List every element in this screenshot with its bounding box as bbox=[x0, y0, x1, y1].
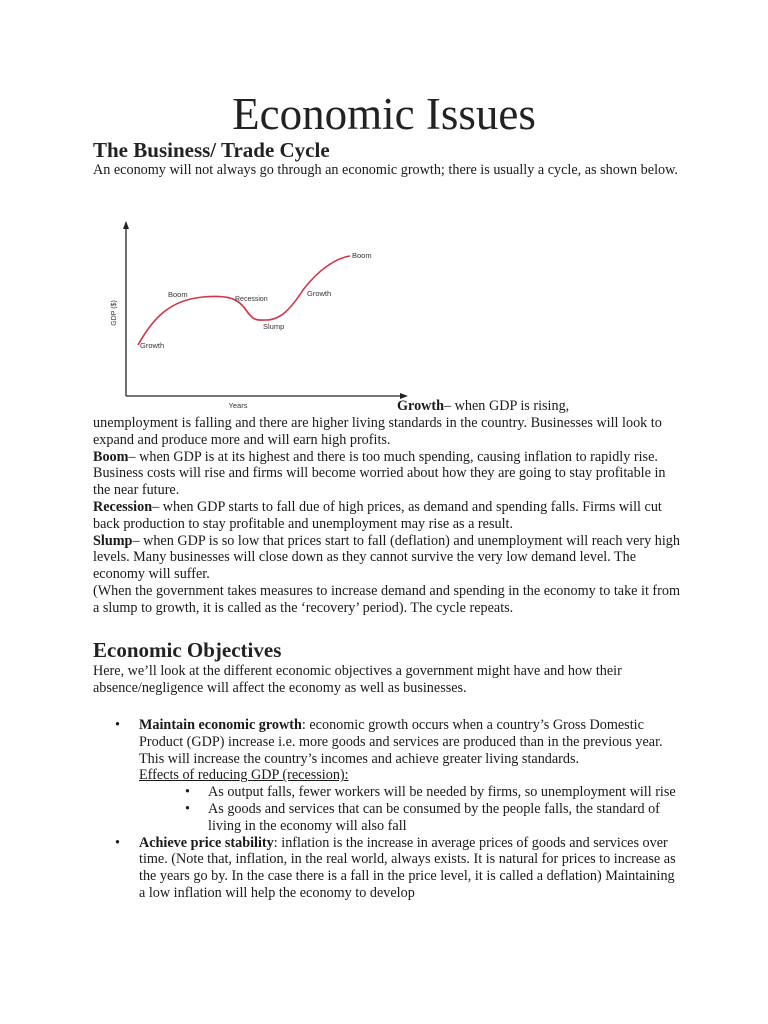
slump-definition bbox=[93, 533, 683, 583]
effect-item-living-standard: • As goods and services that can be consumed by the people falls, the standard of living in the economy will also fall bbox=[93, 801, 683, 835]
effects-label: Effects of reducing GDP (recession): bbox=[139, 767, 349, 784]
phase-label-growth-1: Growth bbox=[140, 341, 165, 350]
phase-label-recession: Recession bbox=[235, 296, 268, 303]
phase-label-slump: Slump bbox=[263, 322, 285, 331]
phase-label-boom-2: Boom bbox=[352, 251, 372, 260]
section-heading-economic-objectives: Economic Objectives bbox=[93, 638, 282, 662]
effect-item-unemployment: • As output falls, fewer workers will be needed by firms, so unemployment will rise bbox=[93, 784, 683, 801]
definitions-block bbox=[93, 415, 683, 617]
economic-objectives-intro: Here, we’ll look at the different economic objectives a government might have and how their absence/negligence will affect the economy as well as businesses. bbox=[93, 663, 622, 696]
y-axis-arrow bbox=[123, 221, 129, 229]
page-title: Economic Issues bbox=[232, 89, 536, 139]
x-axis-label: Years bbox=[228, 401, 248, 410]
recession-definition bbox=[93, 499, 683, 533]
recession-term: Recession bbox=[93, 498, 153, 515]
growth-line1: – when GDP is rising, bbox=[444, 398, 570, 414]
growth-definition-first-line bbox=[397, 398, 697, 415]
y-axis-label: GDP ($) bbox=[111, 300, 118, 326]
section-heading-business-cycle: The Business/ Trade Cycle bbox=[93, 138, 330, 162]
slump-term: Slump bbox=[93, 532, 133, 549]
business-cycle-intro: An economy will not always go through an economic growth; there is usually a cycle, as shown below. bbox=[93, 162, 678, 178]
list-item-economic-growth bbox=[93, 717, 683, 784]
growth-term: Growth bbox=[397, 398, 445, 414]
business-cycle-diagram bbox=[108, 218, 408, 413]
phase-label-growth-2: Growth bbox=[307, 289, 332, 298]
price-stability-text: : inflation is the increase in average prices of goods and services over time. (Note that, inflation, in the real world, always exists. It is natural for prices to increase as the years go by. In the case there is a fall in the price level, it is called a deflation) Maintaining a low inflation will help the economy to develop bbox=[139, 834, 676, 901]
recession-text: – when GDP starts to fall due of high prices, as demand and spending falls. Firms will cut back production to stay profitable and unemployment may rise as a result. bbox=[93, 498, 662, 532]
slump-text: – when GDP is so low that prices start to fall (deflation) and unemployment will reach very high levels. Many businesses will close down as they cannot survive the very low demand level. The economy will suffer. bbox=[93, 532, 680, 583]
price-stability-term: Achieve price stability bbox=[139, 834, 274, 851]
growth-definition-rest: unemployment is falling and there are higher living standards in the country. Businesses will look to expand and produce more and will earn high profits. bbox=[93, 415, 662, 448]
economic-growth-text: : economic growth occurs when a country’s Gross Domestic Product (GDP) increase i.e. more goods and services are produced than in the previous year. This will increase the country’s incomes and achieve greater living standards. bbox=[139, 717, 663, 767]
phase-label-boom-1: Boom bbox=[168, 290, 188, 299]
boom-term: Boom bbox=[93, 448, 129, 465]
recovery-note: (When the government takes measures to increase demand and spending in the economy to take it from a slump to growth, it is called as the ‘recovery’ period). The cycle repeats. bbox=[93, 582, 681, 616]
list-item-price-stability bbox=[93, 835, 683, 902]
boom-text: – when GDP is at its highest and there is too much spending, causing inflation to rapidly rise. Business costs will rise and firms will become worried about how they are going to stay profitable in the near future. bbox=[93, 448, 666, 499]
economic-growth-term: Maintain economic growth bbox=[139, 717, 302, 733]
effects-sublist bbox=[93, 784, 683, 834]
objectives-list bbox=[93, 717, 683, 902]
boom-definition bbox=[93, 449, 683, 499]
